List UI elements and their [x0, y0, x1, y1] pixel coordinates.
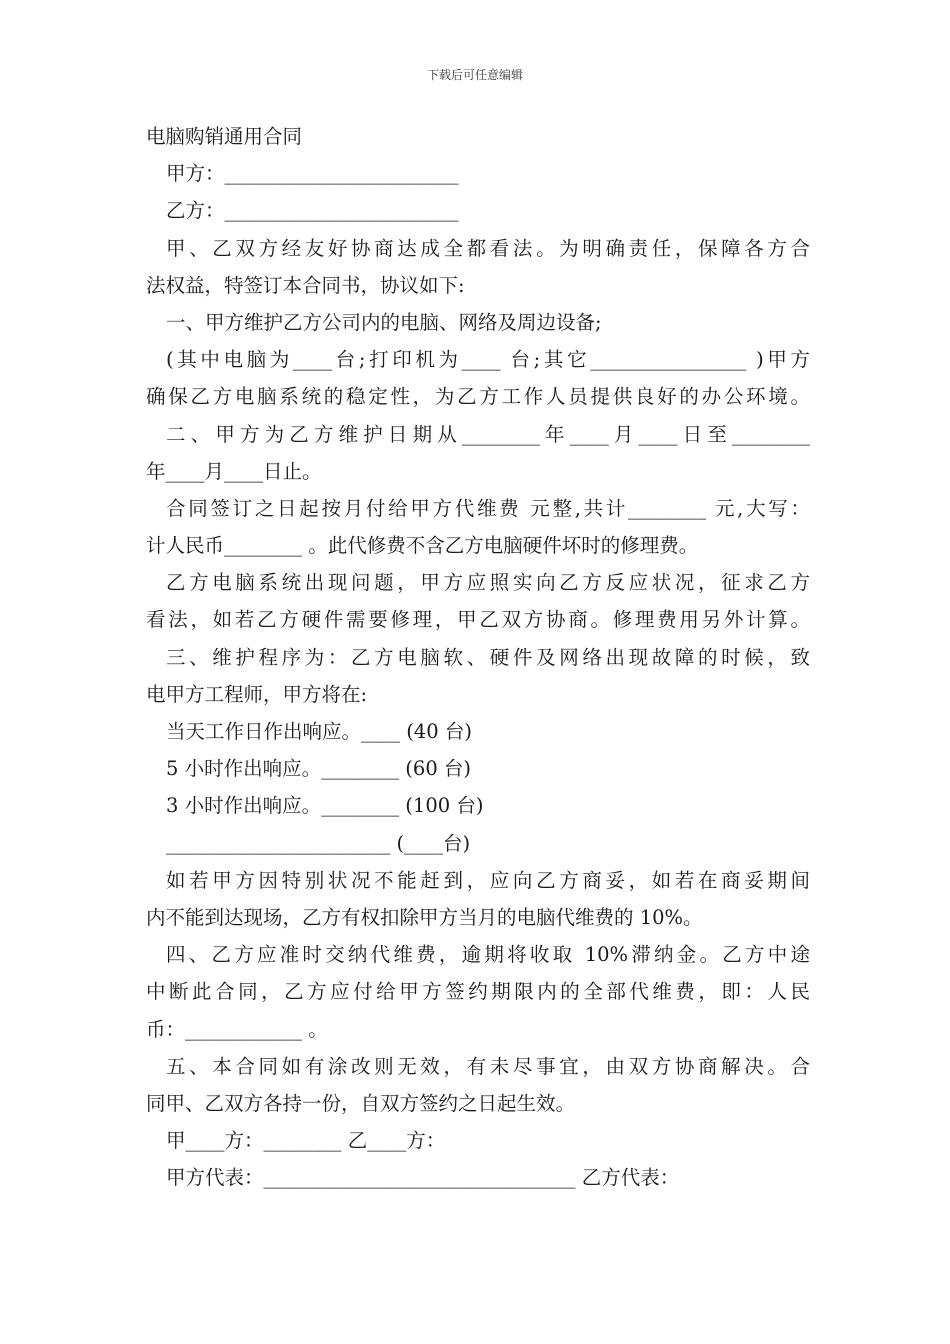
contract-line: 电甲方工程师，甲方将在:	[146, 682, 368, 706]
contract-line: 四、乙方应准时交纳代维费，逾期将收取 10%滞纳金。乙方中途	[166, 943, 810, 967]
contract-line: 币：____________ 。	[146, 1017, 328, 1041]
contract-line: (其中电脑为____台;打印机为____ 台;其它________________ )甲方	[166, 348, 810, 372]
contract-line: 乙方：________________________	[166, 199, 459, 223]
contract-line: 乙方电脑系统出现问题，甲方应照实向乙方反应状况，征求乙方	[166, 571, 810, 595]
contract-line: 三、维护程序为：乙方电脑软、硬件及网络出现故障的时候，致	[166, 645, 810, 669]
contract-line: 五、本合同如有涂改则无效，有未尽事宜，由双方协商解决。合	[166, 1054, 810, 1078]
contract-line: 甲____方：________ 乙____方：	[166, 1129, 446, 1153]
contract-line: 看法，如若乙方硬件需要修理，甲乙双方协商。修理费用另外计算。	[146, 608, 810, 632]
contract-body	[146, 118, 810, 1196]
contract-line: 甲、乙双方经友好协商达成全都看法。为明确责任，保障各方合	[166, 236, 810, 260]
contract-line: 同甲、乙双方各持一份，自双方签约之日起生效。	[146, 1091, 576, 1115]
contract-line: 甲方代表：________________________________ 乙方代表：	[166, 1166, 680, 1190]
contract-line: 年____月____日止。	[146, 459, 322, 483]
contract-line: 当天工作日作出响应。____ (40 台)	[166, 720, 472, 743]
contract-line: 5 小时作出响应。________ (60 台)	[166, 757, 472, 781]
contract-line: 3 小时作出响应。________ (100 台)	[166, 794, 484, 818]
contract-line: 一、甲方维护乙方公司内的电脑、网络及周边设备;	[166, 310, 602, 334]
page-header: 下载后可任意编辑	[426, 68, 523, 82]
contract-line: 确保乙方电脑系统的稳定性，为乙方工作人员提供良好的办公环境。	[146, 385, 810, 409]
document-title: 电脑购销通用合同	[146, 125, 303, 148]
contract-line: 合同签订之日起按月付给甲方代维费 元整,共计________ 元,大写：	[166, 496, 810, 520]
contract-line: 法权益，特签订本合同书，协议如下:	[146, 273, 465, 297]
contract-line: 甲方：________________________	[166, 162, 459, 186]
contract-line: 内不能到达现场，乙方有权扣除甲方当月的电脑代维费的 10%。	[146, 905, 703, 929]
contract-line: 二、甲方为乙方维护日期从________年____月____日至________	[166, 422, 810, 446]
contract-line: _______________________ (____台)	[166, 831, 471, 855]
contract-line: 计人民币________ 。此代修费不含乙方电脑硬件坏时的修理费。	[146, 534, 699, 558]
contract-line: 中断此合同，乙方应付给甲方签约期限内的全部代维费，即：人民	[146, 980, 810, 1004]
contract-line: 如若甲方因特别状况不能赶到，应向乙方商妥，如若在商妥期间	[166, 868, 810, 892]
